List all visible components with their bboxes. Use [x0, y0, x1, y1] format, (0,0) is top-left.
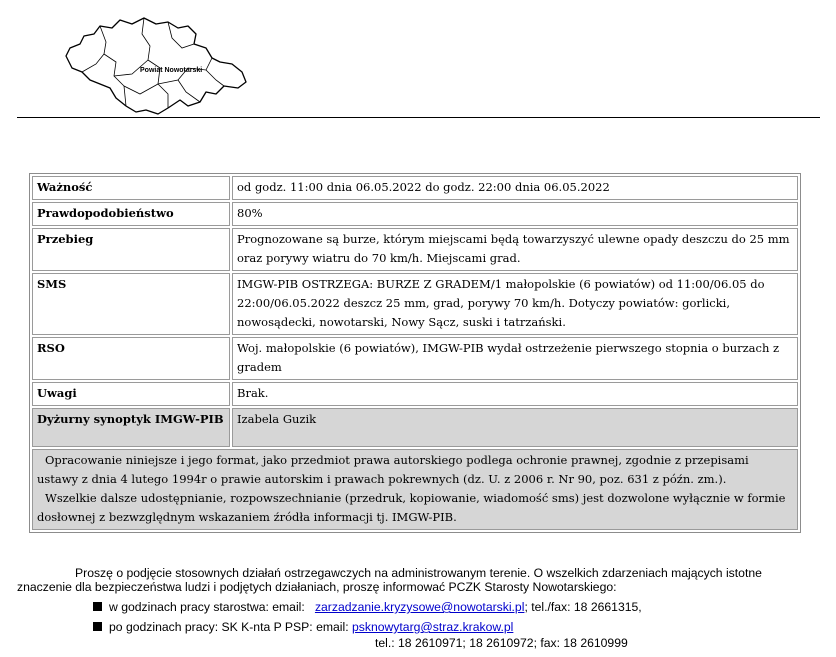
table-row — [32, 408, 798, 447]
request-paragraph: Proszę o podjęcie stosownych działań ostrzegawczych na administrowanym terenie. O wszelkich zdarzeniach mających istotne znaczenie dla bezpieczeństwa ludzi i podjętych działaniach, proszę informować PCZK Starosty Nowotarskiego: — [17, 566, 762, 594]
label-remarks: Uwagi — [32, 382, 230, 406]
value-probability: 80% — [232, 202, 798, 226]
label-course: Przebieg — [32, 228, 230, 271]
bullet-square-icon — [93, 602, 102, 611]
after-hours-line — [93, 620, 513, 634]
office-email-link[interactable]: zarzadzanie.kryzysowe@nowotarski.pl — [314, 600, 525, 614]
copyright-note-1: Opracowanie niniejsze i jego format, jako przedmiot prawa autorskiego podlega ochronie prawnej, zgodnie z przepisami ustawy z dnia 4 lutego 1994r o prawie autorskim i prawach pokrewnych (dz. U. z 2006 r. Nr 90, poz. 631 z późn. zm.). — [37, 453, 749, 486]
table-row — [32, 176, 798, 200]
after-hours-prefix: po godzinach pracy: SK K-nta P PSP: email: — [109, 620, 349, 634]
label-forecaster: Dyżurny synoptyk IMGW-PIB — [32, 408, 230, 447]
label-probability: Prawdopodobieństwo — [32, 202, 230, 226]
office-hours-prefix: w godzinach pracy starostwa: email: — [109, 600, 305, 614]
value-rso: Woj. małopolskie (6 powiatów), IMGW-PIB wydał ostrzeżenie pierwszego stopnia o burzach z gradem — [232, 337, 798, 380]
value-sms: IMGW-PIB OSTRZEGA: BURZE Z GRADEM/1 małopolskie (6 powiatów) od 11:00/06.05 do 22:00/06.05.2022 deszcz 25 mm, grad, porywy 70 km/h. Dotyczy powiatów: gorlicki, nowosądecki, nowotarski, Nowy Sącz, suski i tatrzański. — [232, 273, 798, 335]
value-remarks: Brak. — [232, 382, 798, 406]
table-row — [32, 337, 798, 380]
county-map-logo — [60, 14, 250, 118]
table-row — [32, 449, 798, 530]
bullet-square-icon — [93, 622, 102, 631]
warning-table — [29, 173, 801, 533]
office-hours-line — [93, 600, 642, 614]
table-row — [32, 202, 798, 226]
label-validity: Ważność — [32, 176, 230, 200]
label-rso: RSO — [32, 337, 230, 380]
value-validity: od godz. 11:00 dnia 06.05.2022 do godz. 22:00 dnia 06.05.2022 — [232, 176, 798, 200]
copyright-note-2: Wszelkie dalsze udostępnianie, rozpowszechnianie (przedruk, kopiowanie, wiadomość sms) jest dozwolone wyłącznie w formie dosłownej z bezwzględnym wskazaniem źródła informacji tj. IMGW-PIB. — [37, 491, 786, 524]
value-course: Prognozowane są burze, którym miejscami będą towarzyszyć ulewne opady deszczu do 25 mm oraz porywy wiatru do 70 km/h. Miejscami grad. — [232, 228, 798, 271]
after-hours-phones: tel.: 18 2610971; 18 2610972; fax: 18 2610999 — [375, 636, 628, 650]
logo-text: Powiat Nowotarski — [140, 67, 203, 74]
copyright-note — [32, 449, 798, 530]
label-sms: SMS — [32, 273, 230, 335]
header-divider — [17, 117, 820, 118]
table-row — [32, 273, 798, 335]
office-phone: ; tel./fax: 18 2661315, — [524, 600, 642, 614]
table-row — [32, 228, 798, 271]
table-row — [32, 382, 798, 406]
after-email-link[interactable]: psknowytarg@straz.krakow.pl — [351, 620, 514, 634]
value-forecaster: Izabela Guzik — [232, 408, 798, 447]
